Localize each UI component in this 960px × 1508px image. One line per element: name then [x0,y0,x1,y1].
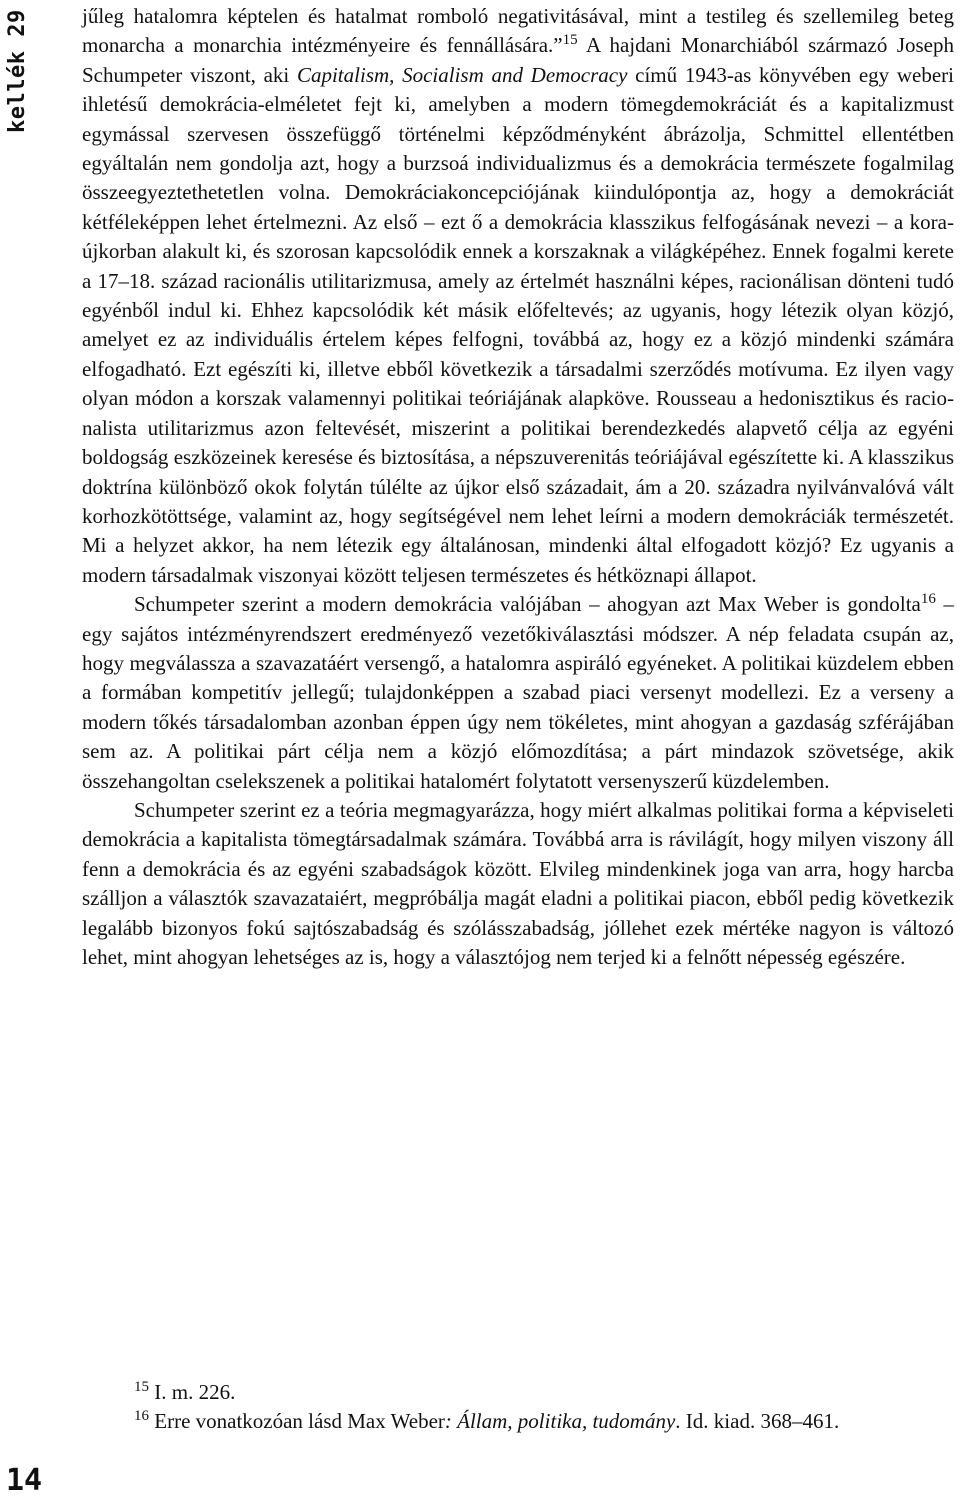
footnotes [134,1378,954,1436]
paragraph-2-lead: Schumpeter szerint a modern demokrácia valójában – ahogyan azt Max Weber is gondolta [134,592,921,617]
footnote-ref-15[interactable]: 15 [562,32,578,49]
page-number: 14 [6,1463,43,1498]
footnote-text: Erre vonatkozóan lásd Max Weber [154,1409,445,1433]
paragraph-2-rest: – egy sajátos intézményrendszert eredményező vezetőkiválasztási módszer. A nép feladata csupán az, hogy megválassza a szavazatáért versengő, a hatalomra aspiráló egyéneket. A politikai küzdelem ebben a formában kompetitív jellegű; tulajdonképpen a szabad piaci versenyt modellezi. Ez a verseny a modern tőkés társadalomban azonban éppen úgy nem tökéletes, mint ahogyan a gazdaság szférájában sem az. A politikai párt célja nem a közjó előmozdítása; a párt mindazok szövetsége, akik összehangoltan cselekszenek a politikai hatalomért folytatott versenyszerű küzdelemben. [82,592,955,793]
footnote-text: I. m. 226. [154,1380,236,1404]
footnote-16 [134,1407,954,1436]
paragraph-1-part-b: című 1943-as könyvében egy weberi ihletésű demokrácia-elméletet fejt ki, amelyben a modern tömegdemokráciát és a kapitalizmust egymással szervesen összefüggő történelmi képződményként ábrázolja, Schmittel ellentétben egyáltalán nem gondolja azt, hogy a burzsoá individualizmus és a demokrácia természete fogalmilag összeegyeztethetetlen volna. Demokráciakoncepciójának kiindulópontja az, hogy a demokráciát kétféleképpen lehet értelmezni. Az első – ezt ő a demokrácia klasszikus felfogásának nevezi – a kora-újkorban alakult ki, és szorosan kapcsolódik ennek a korszaknak a világképéhez. Ennek fogalmi kerete a 17–18. század racionális utilitarizmusa, amely az értelmét használni képes, racionálisan dönteni tudó egyénből indul ki. Ehhez kapcsolódik két másik előfeltevés; az ugyanis, hogy létezik olyan közjó, amelyet ez az individuális értelem képes felfogni, továbbá az, hogy ez a közjó mindenki számára elfogadható. Ezt egészíti ki, illetve ebből következik a társadalmi szerződés motívuma. Ez ilyen vagy olyan módon a korszak valamennyi politikai teóriájának alapköve. Rousseau a hedonisztikus és racionalista utilitarizmus azon feltevését, miszerint a politikai berendezkedés alapvető célja az egyéni boldogság eszközeinek keresése és biztosítása, a népszuverenitás teóriájával egészítette ki. A klasszikus doktrína különböző okok folytán túlélte az újkor első századait, ám a 20. századra nyilvánvalóvá vált korhozkötöttsége, valamint az, hogy segítségével nem lehet leírni a modern demokráciák természetét. Mi a helyzet akkor, ha nem létezik egy általánosan, mindenki által elfogadott közjó? Ez ugyanis a modern társadalmak viszonyai között teljesen természetes és hétköznapi állapot. [82,62,955,587]
footnote-number: 15 [134,1379,149,1395]
footnote-ref-16[interactable]: 16 [920,591,936,608]
paragraph-1-part-a: A hajdani Monarchiából származó Joseph Schumpeter viszont, aki [82,33,955,87]
footnote-15 [134,1378,954,1407]
footnote-citation: . Id. kiad. 368–461. [675,1409,840,1433]
paragraph-1 [82,2,954,590]
article-body [82,2,954,972]
paragraph-1-lead: jűleg hatalomra képtelen és hatalmat romboló negativitásával, mint a testileg és szellemileg beteg monarcha a monarchia intézményeire és fennállására.” [82,4,954,58]
journal-title-vertical: kellék 29 [5,9,30,133]
paragraph-2 [82,590,954,796]
footnote-book-title: : Állam, politika, tudomány [444,1409,676,1433]
paragraph-3: Schumpeter szerint ez a teória megmagyarázza, hogy miért alkalmas politikai forma a képviseleti demokrácia a kapitalista tömegtársadalmak számára. Továbbá arra is rávilágít, hogy milyen viszony áll fenn a demokrácia és az egyéni szabadságok között. Elvileg mindenkinek joga van arra, hogy harcba szálljon a választók szavazataiért, megpróbálja magát eladni a politikai piacon, ebből pedig következik legalább bizonyos fokú sajtószabadság és szólásszabadság, jóllehet ezek mértéke nagyon is változó lehet, mint ahogyan lehetséges az is, hogy a választójog nem terjed ki a felnőtt népesség egészére. [82,797,954,969]
book-title: Capitalism, Socialism and Democracy [296,62,628,87]
footnote-number: 16 [134,1408,149,1424]
